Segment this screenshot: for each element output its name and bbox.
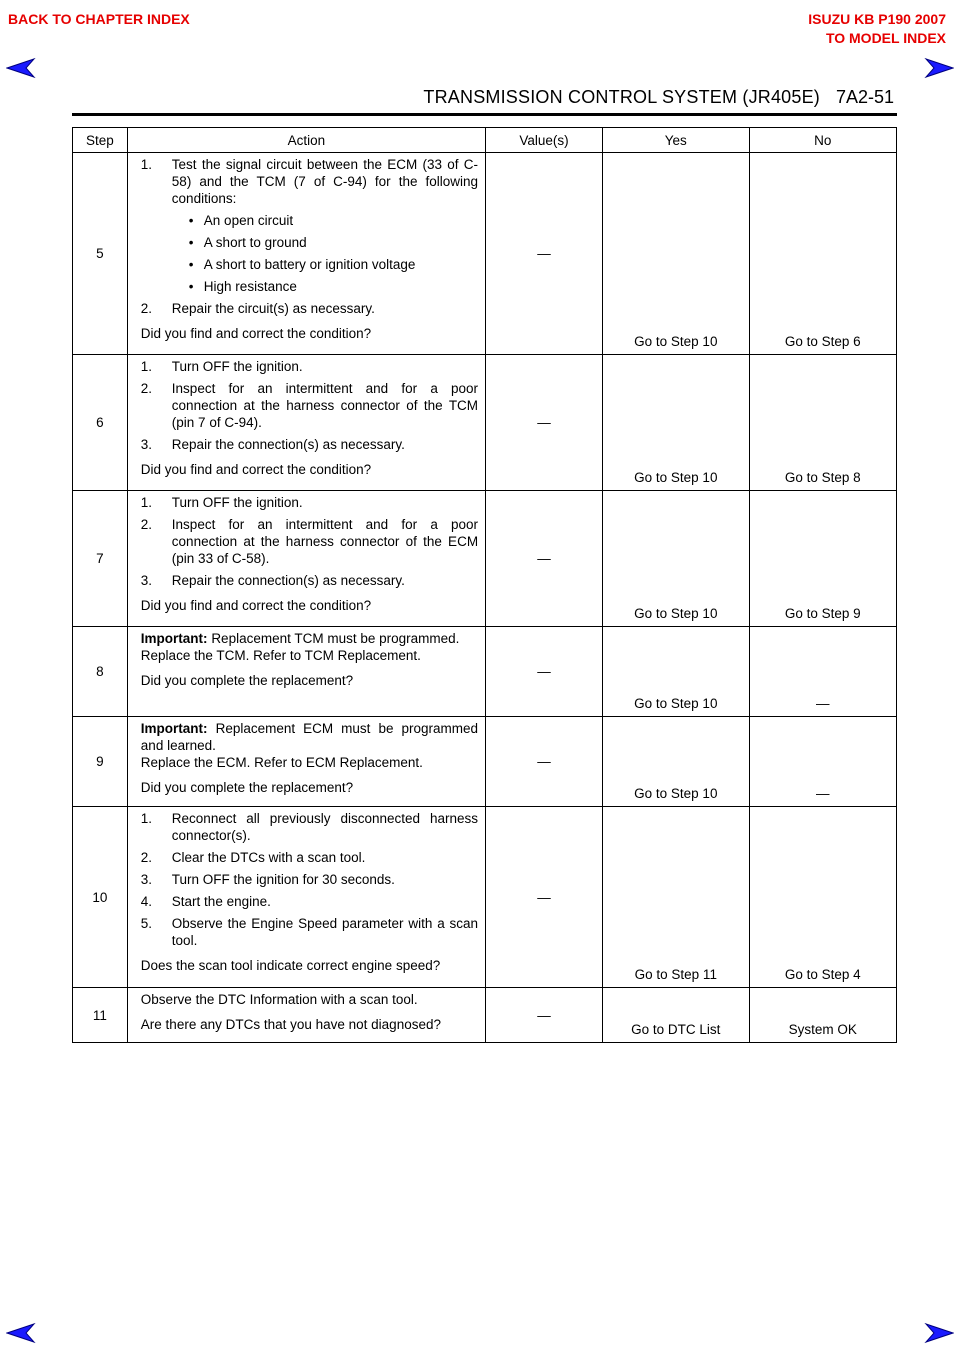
col-yes: Yes [603, 128, 750, 153]
table-row [73, 988, 897, 1043]
action-cell: 1. Turn OFF the ignition. 2. Inspect for an intermittent and for a poor connection at the harness connector of the TCM (pin 7 of C-94). 3. Repair the connection(s) as necessary. Did you find and correct the condition? [127, 355, 485, 491]
table-header-row [73, 128, 897, 153]
question-text: Are there any DTCs that you have not diagnosed? [140, 1017, 441, 1032]
page-title: TRANSMISSION CONTROL SYSTEM (JR405E) [423, 87, 820, 107]
important-label: Important: [140, 721, 208, 736]
action-text: Test the signal circuit between the ECM (33 of C-58) and the TCM (7 of C-94) for the following conditions: [171, 157, 479, 206]
question-text: Did you find and correct the condition? [140, 326, 372, 341]
step-number: 5 [73, 153, 128, 355]
arrow-right-icon[interactable] [924, 57, 954, 79]
table-row [73, 355, 897, 491]
important-text: Replacement TCM must be programmed. [211, 631, 460, 646]
yes-cell: Go to Step 10 [603, 153, 750, 355]
action-text: Turn OFF the ignition. [171, 359, 303, 374]
bullet-text: A short to ground [203, 235, 307, 250]
item-number: 2. [140, 301, 153, 316]
question-text: Did you find and correct the condition? [140, 598, 372, 613]
yes-cell: Go to Step 10 [603, 717, 750, 807]
action-cell: 1. Test the signal circuit between the ECM (33 of C-58) and the TCM (7 of C-94) for the following conditions: • An open circuit • A short to ground • A short to battery or ignition voltage • High resistance 2. Repair the circuit(s) as necessary. Did you find and correct the condition? [127, 153, 485, 355]
bullet-text: An open circuit [203, 213, 294, 228]
table-row [73, 717, 897, 807]
no-cell: Go to Step 9 [749, 491, 896, 627]
action-cell: 1. Reconnect all previously disconnected harness connector(s). 2. Clear the DTCs with a scan tool. 3. Turn OFF the ignition for 30 seconds. 4. Start the engine. 5. Observe the Engine Speed parameter with a scan tool. Does the scan tool indicate correct engine speed? [127, 807, 485, 988]
value-cell: — [486, 153, 603, 355]
table-row [73, 491, 897, 627]
question-text: Did you find and correct the condition? [140, 462, 372, 477]
important-label: Important: [140, 631, 208, 646]
table-row [73, 627, 897, 717]
table-row [73, 153, 897, 355]
no-cell: Go to Step 6 [749, 153, 896, 355]
action-text: Reconnect all previously disconnected harness connector(s). [171, 811, 479, 843]
bullet-text: A short to battery or ignition voltage [203, 257, 416, 272]
value-cell: — [486, 807, 603, 988]
action-text: Observe the Engine Speed parameter with a scan tool. [171, 916, 479, 948]
diagnostic-table [72, 127, 897, 1043]
action-text: Repair the connection(s) as necessary. [171, 573, 405, 588]
no-cell: — [749, 627, 896, 717]
item-number: 1. [140, 157, 153, 172]
page-number: 7A2-51 [835, 87, 894, 107]
arrow-left-icon[interactable] [6, 57, 36, 79]
action-text: Inspect for an intermittent and for a poor connection at the harness connector of the ECM (pin 33 of C-58). [171, 517, 479, 566]
no-cell: — [749, 717, 896, 807]
no-cell: Go to Step 4 [749, 807, 896, 988]
bullet-text: High resistance [203, 279, 297, 294]
no-cell: System OK [749, 988, 896, 1043]
col-step: Step [73, 128, 128, 153]
step-number: 7 [73, 491, 128, 627]
yes-cell: Go to Step 10 [603, 627, 750, 717]
action-text: Repair the connection(s) as necessary. [171, 437, 405, 452]
action-text: Repair the circuit(s) as necessary. [171, 301, 375, 316]
action-cell [127, 717, 485, 807]
step-number: 10 [73, 807, 128, 988]
action-text: Inspect for an intermittent and for a poor connection at the harness connector of the TCM (pin 7 of C-94). [171, 381, 479, 430]
yes-cell: Go to Step 10 [603, 355, 750, 491]
col-action: Action [127, 128, 485, 153]
model-title-link[interactable]: ISUZU KB P190 2007 [808, 11, 946, 27]
yes-cell: Go to Step 11 [603, 807, 750, 988]
action-cell [127, 627, 485, 717]
table-row [73, 807, 897, 988]
important-text: Replacement ECM must be programmed and learned. [140, 721, 479, 753]
action-text: Turn OFF the ignition. [171, 495, 303, 510]
action-text: Turn OFF the ignition for 30 seconds. [171, 872, 395, 887]
action-text: Replace the ECM. Refer to ECM Replacement. [140, 755, 423, 770]
to-model-index-link[interactable]: TO MODEL INDEX [825, 30, 946, 46]
step-number: 9 [73, 717, 128, 807]
question-text: Did you complete the replacement? [140, 673, 354, 688]
yes-cell: Go to DTC List [603, 988, 750, 1043]
value-cell: — [486, 491, 603, 627]
header-divider [72, 113, 897, 116]
col-values: Value(s) [486, 128, 603, 153]
step-number: 11 [73, 988, 128, 1043]
value-cell: — [486, 355, 603, 491]
col-no: No [749, 128, 896, 153]
action-text: Replace the TCM. Refer to TCM Replacement. [140, 648, 421, 663]
arrow-right-icon[interactable] [924, 1322, 954, 1344]
back-to-chapter-index-link[interactable]: BACK TO CHAPTER INDEX [8, 11, 190, 27]
action-text: Observe the DTC Information with a scan tool. [140, 992, 418, 1007]
no-cell: Go to Step 8 [749, 355, 896, 491]
step-number: 8 [73, 627, 128, 717]
value-cell: — [486, 627, 603, 717]
action-text: Clear the DTCs with a scan tool. [171, 850, 366, 865]
value-cell: — [486, 717, 603, 807]
action-cell [127, 988, 485, 1043]
arrow-left-icon[interactable] [6, 1322, 36, 1344]
action-cell: 1. Turn OFF the ignition. 2. Inspect for an intermittent and for a poor connection at the harness connector of the ECM (pin 33 of C-58). 3. Repair the connection(s) as necessary. Did you find and correct the condition? [127, 491, 485, 627]
value-cell: — [486, 988, 603, 1043]
question-text: Does the scan tool indicate correct engine speed? [140, 958, 441, 973]
action-text: Start the engine. [171, 894, 271, 909]
step-number: 6 [73, 355, 128, 491]
question-text: Did you complete the replacement? [140, 780, 354, 795]
yes-cell: Go to Step 10 [603, 491, 750, 627]
